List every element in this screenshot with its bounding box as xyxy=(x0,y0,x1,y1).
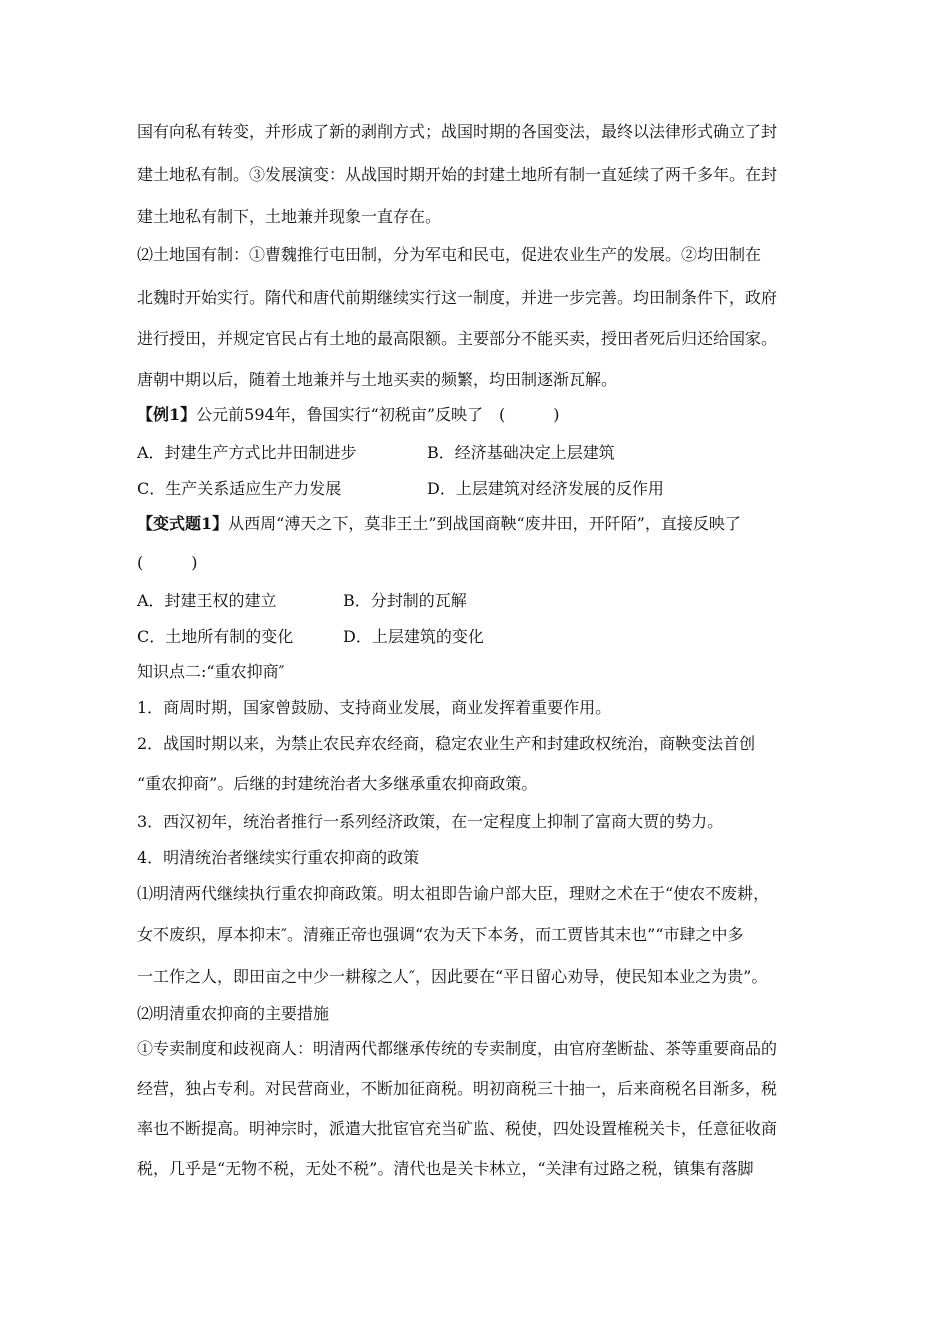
text-line: 建土地私有制下，土地兼并现象一直存在。 xyxy=(137,207,442,226)
variant-option-b: B．分封制的瓦解 xyxy=(343,591,467,610)
variant-answer-paren: ( ) xyxy=(137,553,198,572)
text-line: 经营，独占专利。对民营商业，不断加征商税。明初商税三十抽一，后来商税名目渐多，税 xyxy=(137,1079,778,1098)
option-b: B．经济基础决定上层建筑 xyxy=(427,443,615,462)
option-c: C．生产关系适应生产力发展 xyxy=(137,479,342,498)
text-line: ⑵土地国有制：①曹魏推行屯田制，分为军屯和民屯，促进农业生产的发展。②均田制在 xyxy=(137,245,762,264)
list-item: 4．明清统治者继续实行重农抑商的政策 xyxy=(137,848,420,867)
variant-question-text: 从西周“溥天之下，莫非王土”到战国商鞅“废井田，开阡陌”，直接反映了 xyxy=(228,514,741,533)
variant-option-c: C．土地所有制的变化 xyxy=(137,627,294,646)
list-item: 3．西汉初年，统治者推行一系列经济政策，在一定程度上抑制了富商大贾的势力。 xyxy=(137,812,724,831)
option-d: D．上层建筑对经济发展的反作用 xyxy=(427,479,664,498)
text-line: 北魏时开始实行。隋代和唐代前期继续实行这一制度，并进一步完善。均田制条件下，政府 xyxy=(137,288,778,307)
example-question xyxy=(137,405,560,425)
section-heading: 知识点二:“重农抑商″ xyxy=(137,662,285,681)
text-line: 女不废织，厚本抑末″。清雍正帝也强调“农为天下本务，而工贾皆其末也”“市肆之中多 xyxy=(137,925,744,944)
example-tag: 【例1】 xyxy=(137,405,197,424)
example-question-text: 公元前594年，鲁国实行“初税亩”反映了 ( ) xyxy=(196,405,560,424)
variant-question xyxy=(137,514,741,534)
text-line: ①专卖制度和歧视商人：明清两代都继承传统的专卖制度，由官府垄断盐、茶等重要商品的 xyxy=(137,1039,778,1058)
variant-tag: 【变式题1】 xyxy=(137,514,229,533)
text-line: 唐朝中期以后，随着土地兼并与土地买卖的频繁，均田制逐渐瓦解。 xyxy=(137,370,618,389)
text-line: 进行授田，并规定官民占有土地的最高限额。主要部分不能买卖，授田者死后归还给国家。 xyxy=(137,329,778,348)
option-a: A．封建生产方式比井田制进步 xyxy=(137,443,357,462)
text-line: 率也不断提高。明神宗时，派遣大批宦官充当矿监、税使，四处设置榷税关卡，任意征收商 xyxy=(137,1119,778,1138)
variant-option-d: D．上层建筑的变化 xyxy=(343,627,484,646)
text-line: ⑴明清两代继续执行重农抑商政策。明太祖即告谕户部大臣，理财之术在于“使农不废耕， xyxy=(137,884,770,903)
text-line: 建土地私有制。③发展演变：从战国时期开始的封建土地所有制一直延续了两千多年。在封 xyxy=(137,165,778,184)
text-line: 一工作之人，即田亩之中少一耕稼之人″，因此要在“平日留心劝导，使民知本业之为贵”。 xyxy=(137,967,768,986)
text-line: 税，几乎是“无物不税，无处不税”。清代也是关卡林立，“关津有过路之税，镇集有落脚 xyxy=(137,1159,754,1178)
list-item: 2．战国时期以来，为禁止农民弃农经商，稳定农业生产和封建政权统治，商鞅变法首创 xyxy=(137,734,756,753)
text-line: 国有向私有转变，并形成了新的剥削方式；战国时期的各国变法，最终以法律形式确立了封 xyxy=(137,122,778,141)
list-item: “重农抑商”。后继的封建统治者大多继承重农抑商政策。 xyxy=(137,774,538,793)
variant-option-a: A．封建王权的建立 xyxy=(137,591,277,610)
subsection-heading: ⑵明清重农抑商的主要措施 xyxy=(137,1004,330,1023)
list-item: 1．商周时期，国家曾鼓励、支持商业发展，商业发挥着重要作用。 xyxy=(137,698,612,717)
